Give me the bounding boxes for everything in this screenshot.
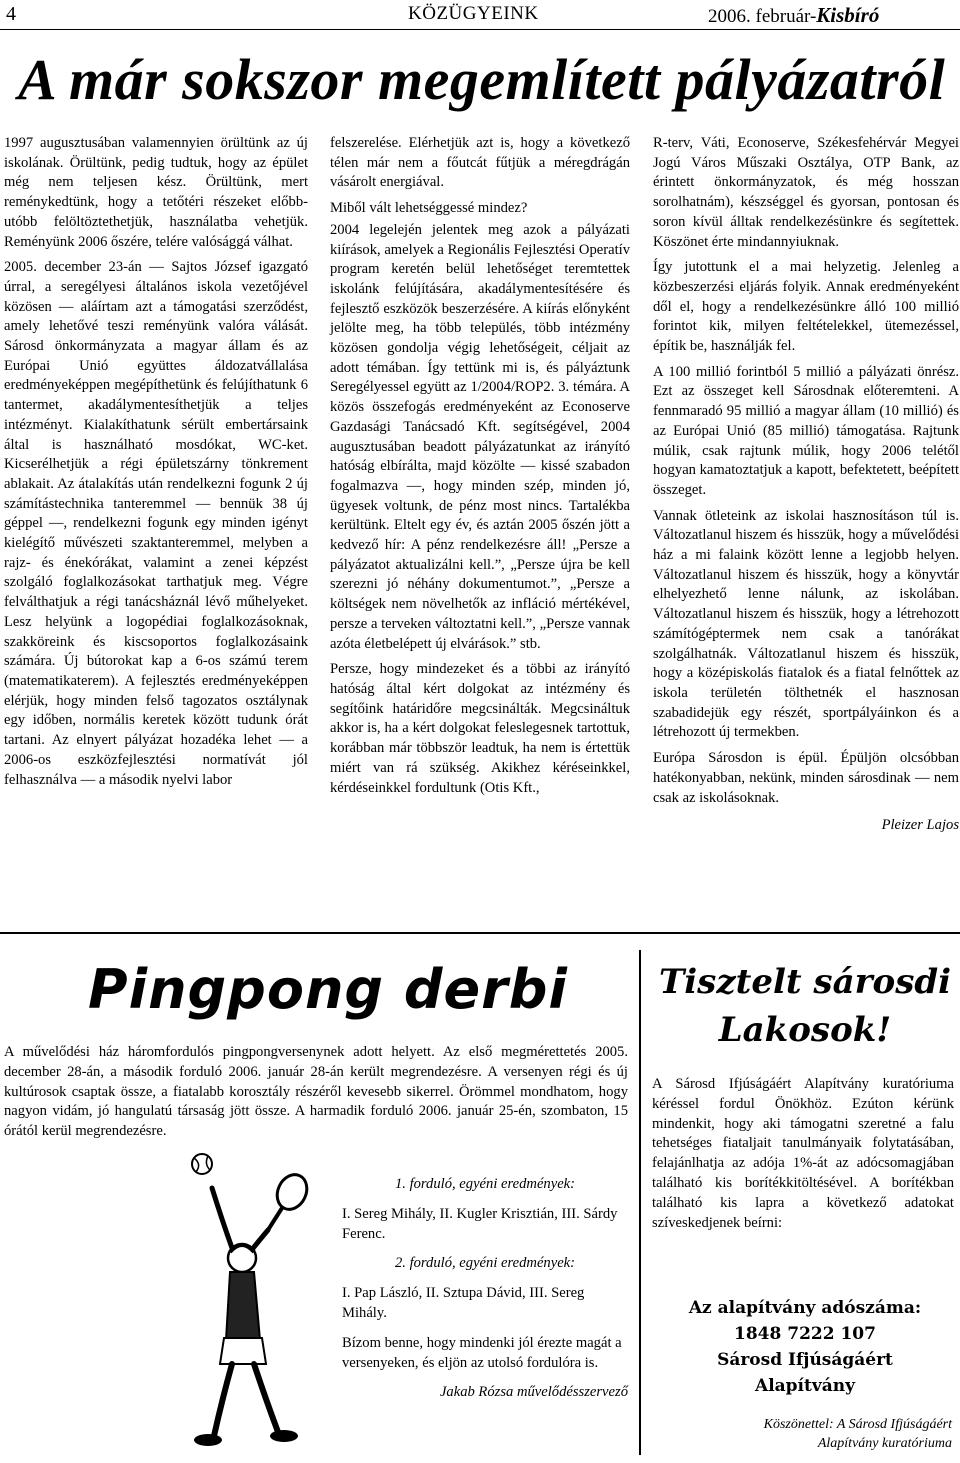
- issue-date-text: 2006. február-: [708, 6, 817, 27]
- article-signature: Pleizer Lajos: [881, 817, 959, 834]
- article-paragraph: R-terv, Váti, Econoserve, Székesfehérvár Megyei Jogú Város Műszaki Osztálya, OTP Bank, az érintett önkormányzatok, és még hosszan sorolhatnám), készséggel és gyorsan, pontosan és soron kívül álltak rendelkezésünkre és segítettek. Köszönet érte mindannyiuknak.: [653, 135, 959, 250]
- article-paragraph: Vannak ötleteink az iskolai hasznosításon túl is. Változatlanul hiszem és hisszük, hogy a művelődési ház a mi falaink között lenne a legjobb helyen. Változatlanul hiszem és hisszük, hogy a könyvtár elhelyezhető lenne nálunk, az iskolában. Változatlanul hiszem és hisszük, hogy a létrehozott számítógéptermek nem csak a tanórákat szolgálhatnák. Változatlanul hiszem és hisszük, hogy a középiskolás fiatalok és a fiatal felnőttek az iskola területén tölthetnék el hasznosan szabadidejük egy részét, sportpályáinkon és a létrehozott új termekben.: [653, 507, 959, 741]
- page-header: [0, 0, 960, 30]
- paper-name: Kisbíró: [816, 3, 880, 27]
- tennis-player-illustration: [150, 1150, 330, 1450]
- pingpong-results: [342, 1175, 628, 1403]
- pingpong-body: A művelődési ház háromfordulós pingpongversenynek adott helyett. Az első megmérettetés 2005. december 28-án, a második forduló 2006. január 28-án került megrendezésre. A versenyen régi és új kultúrosok csaptak össze, a fiatalabb korosztály részéről kevesebb sikerrel. Örömmel mondhatom, hogy nagyon vidám, jó hangulatú társaság jött össze. A harmadik forduló 2006. január 25-én, szombaton, 15 órától kerül megrendezésre.: [4, 1044, 628, 1140]
- article-paragraph: A 100 millió forintból 5 millió a pályázati önrész. Ezt az összeget kell Sárosdnak előteremteni. A fennmaradó 95 millió a magyar állam (10 millió) és az Európai Unió (85 millió) támogatása. Rajtunk múlik, csak rajtunk múlik, hogy 2006 telétől hogyan kamatoztatjuk a kapott, befektetett, beépített összeget.: [653, 363, 959, 498]
- notice-title-line-2: Lakosok!: [718, 1010, 892, 1050]
- section-name: KÖZÜGYEINK: [408, 3, 539, 24]
- thanks-line-1: Köszönettel: A Sárosd Ifjúságáért: [763, 1417, 952, 1432]
- article-paragraph: 2005. december 23-án — Sajtos József igazgató úrral, a seregélyesi általános iskola vezetőjével közösen — aláírtam azt a támogatási szerződést, amely lehetővé teszi reményünk valóra válását. Sárosd önkormányzata a magyar állam és az Európai Unió együttes áldozatvállalása eredményeképpen megépíthetünk és felújíthatunk 6 tantermet, akadálymentesíthetjük a teljes intézményt. Kialakíthatunk sérült embertársaink által is használható mosdókat, WC-ket. Kicserélhetjük a régi épületszárny tönkrement ablakait. Az átalakítás után rendelkezni fogunk 2 új számítástechnika tanteremmel — bennük 38 új géppel —, rendelkezni fogunk egy minden igényt kielégítő művészeti szaktanteremmel, melyben a rajz- és énekórákat, valamint a zenei képzést szolgáló foglalkozásokat tarthatjuk meg. Végre felválthatjuk a régi tanácsháznál lévő műhelyeket. Lesz helyünk a logopédiai foglalkozásoknak, szakköreink és kiscsoportos foglalkozásaink számára. Új bútorokat kap a 6-os számú terem (matematikaterem). A fejlesztés eredményeképpen elérjük, hogy minden felső tagozatos osztálynak egy időben, normális keretek között tudunk órát tartani. Az elnyert pályázat hozadéka lehet — a 2006-os eszközfejlesztési normatívát jól felhasználva — a második nyelvi labor: [4, 259, 308, 788]
- article-paragraph: 2004 legelején jelentek meg azok a pályázati kiírások, amelyek a Regionális Fejlesztési Operatív program keretén belül lehetőséget teremtettek iskolánk felújítására, akadálymentesítésére és fejlesztő eszközök beszerzésére. A kiírás előnyként jelölte meg, ha több település, több intézmény közösen gondolja végig lehetőségeit, céljait az adott témában. Így tettünk mi is, és pályáztunk Seregélyessel együtt az 1/2004/ROP2. 3. témára. A közös összefogás eredményeként az Econoserve Gazdasági Tanácsadó Kft. segítségével, 2004 augusztusában beadott pályázatunkat az irányító hatóság elbírálta, majd közölte — kissé szabadon fogalmazva —, hogy minden szép, minden jó, ügyesek voltunk, de pénz most nincs. Tartalékba kerültünk. Eltelt egy év, és aztán 2005 őszén jött a kedvező hír: A pénz rendelkezésre áll! „Persze a pályázatot aktualizálni kell.”, „Persze újra be kell szerezni jó néhány dokumentumot.”, „Persze a költségek nem növelhetők az infláció mértékével, persze a terveken változtatni kell.”, „Persze vannak azóta életbelépett új elvárások.” stb.: [330, 221, 630, 652]
- page-number: 4: [6, 3, 16, 25]
- article-column-1: [4, 134, 308, 796]
- article-column-3: [653, 134, 959, 836]
- article-column-2: [330, 134, 630, 804]
- notice-body: A Sárosd Ifjúságáért Alapítvány kuratóriuma kéréssel fordul Önökhöz. Ezúton kérünk mindenkit, hogy aki támogatni szeretné a falu tehetséges fiataljait tanulmányaik folytatásában, felajánlhatja az adója 1%-át az adócsomagjában található kis borítékkitöltésével. A borítékban található kis lapra a következő adatokat szíveskedjenek beírni:: [652, 1076, 954, 1231]
- article-headline: A már sokszor megemlített pályázatról: [18, 47, 946, 112]
- article-paragraph: Persze, hogy mindezeket és a többi az irányító hatóság által kért dolgokat az intézmény és segítőink határidőre megcsinálták. Megcsináltuk akkor is, ha a kért dolgokat feleslegesnek tartottuk, korábban már többször leadtuk, ha nem is értettük miért van rá szükség. Akikhez kéréseinkkel, kérdéseinkkel fordultunk (Otis Kft.,: [330, 661, 630, 796]
- article-paragraph: Európa Sárosdon is épül. Épüljön olcsóbban hatékonyabban, nekünk, minden sárosdinak — nem csak az iskolásoknak.: [653, 750, 959, 806]
- results-round-2-title: 2. forduló, egyéni eredmények:: [394, 1255, 576, 1272]
- tax-number: 1848 7222 107: [734, 1324, 876, 1344]
- article-paragraph: 1997 augusztusában valamennyien örültünk az új iskolának. Örültünk, pedig tudtuk, hogy az épület még nem teljesen kész. Örültünk, mert reménykedtünk, hogy a tetőtéri részeket előbb- utóbb felöltöztethetjük, használatba vehetjük. Reményünk 2006 őszére, telére valósággá válhat.: [4, 135, 308, 250]
- article-paragraph: Miből vált lehetséggessé mindez?: [330, 200, 528, 217]
- article-paragraph: Így jutottunk el a mai helyzetig. Jelenleg a közbeszerzési eljárás folyik. Annak eredményeként dől el, hogy a rendelkezésünkre álló 100 millió forintot kik, milyen feltételekkel, ütemezéssel, építik be, használják fel.: [653, 259, 959, 355]
- foundation-name-1: Sárosd Ifjúságáért: [717, 1350, 893, 1370]
- foundation-tax-info: [652, 1295, 958, 1399]
- thanks-line-2: Alapítvány kuratóriuma: [817, 1436, 952, 1451]
- pingpong-closing: Bízom benne, hogy mindenki jól érezte magát a versenyeken, és eljön az utolsó fordulóra is.: [342, 1334, 622, 1371]
- pingpong-title: Pingpong derbi: [88, 958, 568, 1021]
- foundation-name-2: Alapítvány: [755, 1376, 855, 1396]
- results-round-2: I. Pap László, II. Sztupa Dávid, III. Sereg Mihály.: [342, 1285, 585, 1321]
- results-round-1: I. Sereg Mihály, II. Kugler Krisztián, III. Sárdy Ferenc.: [342, 1205, 618, 1242]
- notice-title: [652, 958, 958, 1054]
- pingpong-signature: Jakab Rózsa művelődésszervező: [439, 1384, 628, 1401]
- results-round-1-title: 1. forduló, egyéni eredmények:: [394, 1176, 576, 1192]
- article-paragraph: felszerelése. Elérhetjük azt is, hogy a következő télen már nem a főutcát fűtjük a méregdrágán vásárolt energiával.: [330, 135, 630, 191]
- notice-thanks: [652, 1415, 952, 1453]
- column-divider: [639, 950, 641, 1455]
- section-divider: [0, 932, 960, 934]
- issue-date: [708, 3, 879, 28]
- notice-title-line-1: Tisztelt sárosdi: [658, 962, 952, 1002]
- tax-number-label: Az alapítvány adószáma:: [688, 1298, 922, 1318]
